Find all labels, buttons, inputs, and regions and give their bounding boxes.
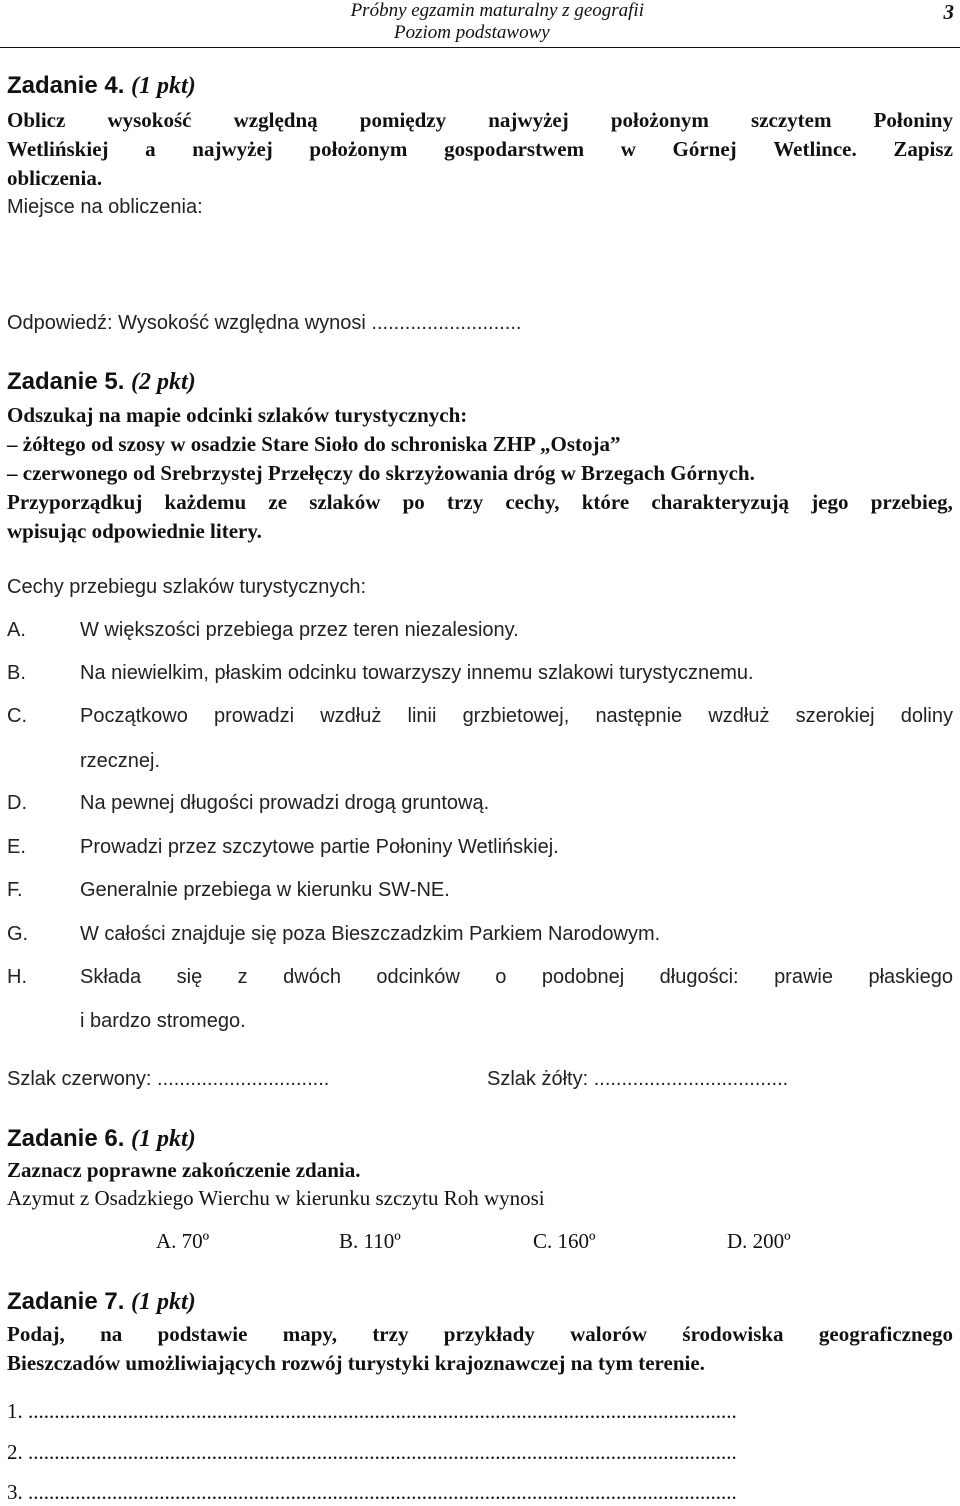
word: walorów bbox=[570, 1322, 648, 1346]
task4-line3: obliczenia. bbox=[7, 166, 103, 190]
feature-letter: D. bbox=[7, 792, 27, 814]
word: linii bbox=[407, 705, 437, 727]
word: się bbox=[176, 966, 203, 988]
word: szlaków bbox=[309, 490, 381, 514]
word: położonym bbox=[309, 137, 408, 161]
word: każdemu bbox=[164, 490, 247, 514]
word: a bbox=[145, 137, 156, 161]
word: z bbox=[237, 966, 248, 988]
word: dwóch bbox=[283, 966, 341, 988]
word: Wetlińskiej bbox=[7, 137, 109, 161]
word: Zapisz bbox=[893, 137, 953, 161]
task5-assign-line2: wpisując odpowiednie litery. bbox=[7, 519, 262, 543]
feature-text: Na niewielkim, płaskim odcinku towarzyszy innemu szlakowi turystycznemu. bbox=[80, 662, 754, 684]
word: o bbox=[495, 966, 507, 988]
task6-points: (1 pkt) bbox=[131, 1126, 196, 1152]
word: odcinków bbox=[376, 966, 460, 988]
option-a[interactable]: A. 70º bbox=[156, 1229, 210, 1253]
header-divider bbox=[0, 47, 960, 48]
word: na bbox=[100, 1322, 123, 1346]
word: długości: bbox=[659, 966, 739, 988]
feature-letter: F. bbox=[7, 879, 23, 901]
task4-line1 bbox=[7, 108, 953, 133]
task7-line2: Bieszczadów umożliwiających rozwój turystyki krajoznawczej na tym terenie. bbox=[7, 1351, 705, 1375]
page-number: 3 bbox=[943, 0, 954, 24]
word: trzy bbox=[372, 1322, 409, 1346]
word: wzdłuż bbox=[320, 705, 382, 727]
word: Podaj, bbox=[7, 1322, 65, 1346]
trail-red: – czerwonego od Srebrzystej Przełęczy do skrzyżowania dróg w Brzegach Górnych. bbox=[7, 461, 755, 485]
word: szerokiej bbox=[795, 705, 875, 727]
word: podobnej bbox=[541, 966, 625, 988]
word: płaskiego bbox=[868, 966, 953, 988]
task6-heading bbox=[7, 1125, 196, 1153]
feature-text: Prowadzi przez szczytowe partie Połoniny Wetlińskiej. bbox=[80, 836, 559, 858]
task6-instruction: Zaznacz poprawne zakończenie zdania. bbox=[7, 1158, 361, 1182]
feature-text: Generalnie przebiega w kierunku SW-NE. bbox=[80, 879, 450, 901]
feature-text: Na pewnej długości prowadzi drogą gruntową. bbox=[80, 792, 490, 814]
word: Wetlince. bbox=[773, 137, 857, 161]
word: pomiędzy bbox=[359, 108, 447, 132]
task5-instruction: Odszukaj na mapie odcinki szlaków turystycznych: bbox=[7, 403, 468, 427]
answer-line-1[interactable]: 1. ....................................................................................................................................... bbox=[7, 1399, 737, 1423]
task4-title: Zadanie 4. bbox=[7, 72, 125, 99]
word: prawie bbox=[774, 966, 833, 988]
word: geograficznego bbox=[818, 1322, 953, 1346]
word: Oblicz bbox=[7, 108, 66, 132]
answer-line-2[interactable]: 2. ....................................................................................................................................... bbox=[7, 1440, 737, 1464]
feature-letter: G. bbox=[7, 923, 29, 945]
answer-yellow-trail[interactable]: Szlak żółty: ................................... bbox=[487, 1068, 789, 1090]
task7-line1 bbox=[7, 1322, 953, 1347]
task5-points: (2 pkt) bbox=[131, 369, 196, 395]
word: następnie bbox=[595, 705, 683, 727]
feature-letter: H. bbox=[7, 966, 27, 988]
task7-title: Zadanie 7. bbox=[7, 1288, 125, 1315]
word: środowiska bbox=[682, 1322, 784, 1346]
word: wzdłuż bbox=[708, 705, 770, 727]
task4-heading bbox=[7, 72, 196, 100]
feature-letter: E. bbox=[7, 836, 26, 858]
feature-text-continued: rzecznej. bbox=[80, 750, 161, 772]
feature-letter: A. bbox=[7, 619, 26, 641]
word: charakteryzują bbox=[651, 490, 789, 514]
word: grzbietowej, bbox=[462, 705, 570, 727]
option-b[interactable]: B. 110º bbox=[339, 1229, 401, 1253]
word: względną bbox=[233, 108, 318, 132]
word: mapy, bbox=[282, 1322, 337, 1346]
word: podstawie bbox=[157, 1322, 248, 1346]
word: Składa bbox=[80, 966, 142, 988]
trail-yellow: – żółtego od szosy w osadzie Stare Sioło do schroniska ZHP „Ostoja” bbox=[7, 432, 621, 456]
feature-text: W większości przebiega przez teren niezalesiony. bbox=[80, 619, 519, 641]
word: Połoniny bbox=[873, 108, 953, 132]
task6-title: Zadanie 6. bbox=[7, 1125, 125, 1152]
task5-title: Zadanie 5. bbox=[7, 368, 125, 395]
feature-letter: C. bbox=[7, 705, 27, 727]
word: w bbox=[620, 137, 636, 161]
word: położonym bbox=[610, 108, 709, 132]
option-d[interactable]: D. 200º bbox=[727, 1229, 791, 1253]
header-subtitle: Poziom podstawowy bbox=[394, 22, 550, 43]
word: Górnej bbox=[672, 137, 737, 161]
feature-letter: B. bbox=[7, 662, 26, 684]
word: szczytem bbox=[751, 108, 832, 132]
task7-heading bbox=[7, 1288, 196, 1316]
word: doliny bbox=[900, 705, 953, 727]
word: przebieg, bbox=[870, 490, 953, 514]
word: cechy, bbox=[505, 490, 560, 514]
task4-line2 bbox=[7, 137, 953, 162]
feature-text: W całości znajduje się poza Bieszczadzkim Parkiem Narodowym. bbox=[80, 923, 661, 945]
word: gospodarstwem bbox=[444, 137, 585, 161]
task4-workspace-label: Miejsce na obliczenia: bbox=[7, 196, 203, 218]
word: najwyżej bbox=[192, 137, 273, 161]
task5-assign-line1 bbox=[7, 490, 953, 515]
task4-points: (1 pkt) bbox=[131, 73, 196, 99]
features-heading: Cechy przebiegu szlaków turystycznych: bbox=[7, 576, 367, 598]
answer-line-3[interactable]: 3. ....................................................................................................................................... bbox=[7, 1480, 737, 1504]
task4-answer-line[interactable]: Odpowiedź: Wysokość względna wynosi ........................... bbox=[7, 312, 522, 334]
word: jego bbox=[811, 490, 849, 514]
word: prowadzi bbox=[214, 705, 295, 727]
word: ze bbox=[268, 490, 288, 514]
word: które bbox=[581, 490, 630, 514]
task5-heading bbox=[7, 368, 196, 396]
word: po bbox=[402, 490, 425, 514]
word: trzy bbox=[446, 490, 484, 514]
feature-text-justified bbox=[80, 705, 953, 728]
word: Przyporządkuj bbox=[7, 490, 143, 514]
option-c[interactable]: C. 160º bbox=[533, 1229, 596, 1253]
word: wysokość bbox=[107, 108, 192, 132]
word: przykłady bbox=[443, 1322, 535, 1346]
word: najwyżej bbox=[488, 108, 569, 132]
word: Początkowo bbox=[80, 705, 188, 727]
header-title: Próbny egzamin maturalny z geografii bbox=[350, 0, 644, 21]
feature-text-justified bbox=[80, 966, 953, 989]
feature-text-continued: i bardzo stromego. bbox=[80, 1010, 246, 1032]
task7-points: (1 pkt) bbox=[131, 1289, 196, 1315]
answer-red-trail[interactable]: Szlak czerwony: ............................... bbox=[7, 1068, 330, 1090]
task6-question: Azymut z Osadzkiego Wierchu w kierunku szczytu Roh wynosi bbox=[7, 1186, 545, 1210]
